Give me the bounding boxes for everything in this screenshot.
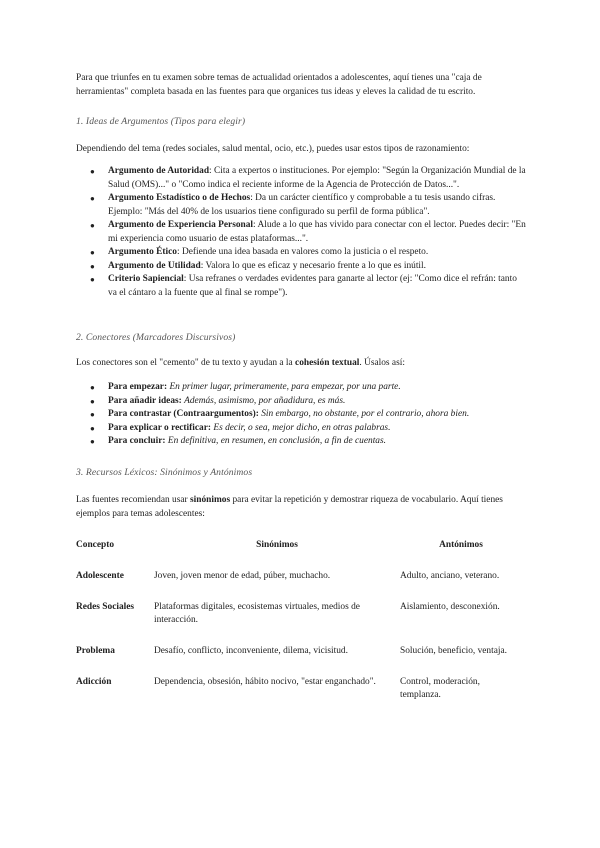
section-heading-connectors: 2. Conectores (Marcadores Discursivos) xyxy=(76,332,236,343)
bullet-icon: ● xyxy=(90,410,95,419)
item-text: : Defiende una idea basada en valores como la justicia o el respeto. xyxy=(177,247,429,257)
bullet-icon: ● xyxy=(90,221,95,230)
table-header-row xyxy=(76,538,522,564)
item-term: Argumento Estadístico o de Hechos xyxy=(108,193,251,203)
list-item xyxy=(90,273,528,300)
lead-emphasis: sinónimos xyxy=(190,495,231,505)
lead-text: Las fuentes recomiendan usar xyxy=(76,495,191,505)
item-term: Criterio Sapiencial xyxy=(108,274,184,284)
item-term: Para contrastar (Contraargumentos) xyxy=(108,409,256,419)
lead-text: . Úsalos así: xyxy=(359,358,405,368)
bullet-icon: ● xyxy=(90,383,95,392)
section-lead-lexical xyxy=(76,493,522,521)
column-header: Concepto xyxy=(76,540,115,550)
antonyms-cell: Aislamiento, desconexión. xyxy=(400,602,500,612)
item-text: : Da un carácter científico y comprobable a tu tesis usando cifras. Ejemplo: "Más del 40% de los usuarios tiene configurado su perfil de forma pública". xyxy=(108,193,496,217)
lead-emphasis: cohesión textual xyxy=(295,358,360,368)
list-item: ● Para concluir: En definitiva, en resumen, en conclusión, a fin de cuentas. xyxy=(90,435,528,449)
section-heading-arguments: 1. Ideas de Argumentos (Tipos para elegir) xyxy=(76,116,246,127)
item-text: Es decir, o sea, mejor dicho, en otras palabras. xyxy=(213,422,391,433)
section-heading-lexical: 3. Recursos Léxicos: Sinónimos y Antónimos xyxy=(76,467,253,478)
item-term: Para concluir xyxy=(108,436,163,446)
bullet-icon: ● xyxy=(90,194,95,203)
lead-text: para evitar la repetición y demostrar riqueza de vocabulario. Aquí tienes ejemplos para temas adolescentes: xyxy=(76,495,503,519)
synonyms-cell: Dependencia, obsesión, hábito nocivo, "estar enganchado". xyxy=(154,677,376,687)
concept-cell: Adolescente xyxy=(76,571,124,581)
list-item: ● Para empezar: En primer lugar, primeramente, para empezar, por una parte. xyxy=(90,381,528,395)
section-lead-connectors xyxy=(76,356,522,370)
item-text: En definitiva, en resumen, en conclusión, a fin de cuentas. xyxy=(167,436,386,446)
item-term: Argumento de Experiencia Personal xyxy=(108,220,254,230)
synonyms-cell: Plataformas digitales, ecosistemas virtuales, medios de interacción. xyxy=(154,602,360,625)
argument-list xyxy=(90,165,528,300)
intro-paragraph: Para que triunfes en tu examen sobre temas de actualidad orientados a adolescentes, aquí tienes una "caja de herramientas" completa basada en las fuentes para que organices tus ideas y eleves la calidad de tu escrito. xyxy=(76,73,482,97)
bullet-icon: ● xyxy=(90,261,95,271)
item-term: Argumento Ético xyxy=(108,247,177,257)
vocabulary-table xyxy=(76,538,522,714)
list-item xyxy=(90,246,528,260)
item-text: : Cita a expertos o instituciones. Por ejemplo: "Según la Organización Mundial de la Salud (OMS)..." o "Como indica el reciente informe de la Agencia de Protección de Datos...". xyxy=(108,166,526,190)
item-text: Sin embargo, no obstante, por el contrario, ahora bien. xyxy=(261,409,470,419)
item-term: Argumento de Utilidad xyxy=(108,260,201,271)
table-row xyxy=(76,639,522,670)
column-header: Antónimos xyxy=(439,540,483,550)
antonyms-cell: Adulto, anciano, veterano. xyxy=(400,571,500,581)
list-item: ● Para explicar o rectificar: Es decir, o sea, mejor dicho, en otras palabras. xyxy=(90,422,528,436)
table-row xyxy=(76,595,522,639)
lead-text: Los conectores son el "cemento" de tu texto y ayudan a la xyxy=(76,358,296,368)
synonyms-cell: Desafío, conflicto, inconveniente, dilema, vicisitud. xyxy=(154,646,348,656)
list-item: ● Para contrastar (Contraargumentos): Sin embargo, no obstante, por el contrario, ahora bien. xyxy=(90,408,528,422)
item-term: Para explicar o rectificar xyxy=(108,422,208,433)
bullet-icon: ● xyxy=(90,423,95,433)
bullet-icon: ● xyxy=(90,275,95,284)
table-row xyxy=(76,564,522,595)
synonyms-cell: Joven, joven menor de edad, púber, muchacho. xyxy=(154,571,331,581)
item-term: Argumento de Autoridad xyxy=(108,166,210,176)
antonyms-cell: Solución, beneficio, ventaja. xyxy=(400,646,507,656)
antonyms-cell: Control, moderación, templanza. xyxy=(400,677,480,700)
section-lead-arguments: Dependiendo del tema (redes sociales, salud mental, ocio, etc.), puedes usar estos tipos de razonamiento: xyxy=(76,144,470,154)
bullet-icon: ● xyxy=(90,437,95,446)
bullet-icon: ● xyxy=(90,248,95,257)
list-item xyxy=(90,260,528,274)
list-item xyxy=(90,192,528,219)
item-text: : Alude a lo que has vivido para conectar con el lector. Puedes decir: "En mi experiencia como usuario de estas plataformas...". xyxy=(108,220,526,244)
item-term: Para empezar xyxy=(108,382,164,392)
item-text: : Valora lo que es eficaz y necesario frente a lo que es inútil. xyxy=(200,260,426,271)
list-item xyxy=(90,165,528,192)
concept-cell: Redes Sociales xyxy=(76,602,135,612)
list-item xyxy=(90,219,528,246)
bullet-icon: ● xyxy=(90,167,95,176)
connector-list xyxy=(90,381,528,449)
list-item: ● Para añadir ideas: Además, asimismo, por añadidura, es más. xyxy=(90,395,528,409)
item-text: En primer lugar, primeramente, para empezar, por una parte. xyxy=(169,382,401,392)
item-text: Además, asimismo, por añadidura, es más. xyxy=(184,395,346,406)
item-term: Para añadir ideas xyxy=(108,395,179,406)
concept-cell: Problema xyxy=(76,646,115,656)
concept-cell: Adicción xyxy=(76,677,112,687)
bullet-icon: ● xyxy=(90,396,95,406)
item-text: : Usa refranes o verdades evidentes para ganarte al lector (ej: "Como dice el refrán: tanto va el cántaro a la fuente que al final se rompe"). xyxy=(108,274,517,298)
column-header: Sinónimos xyxy=(256,540,298,550)
table-row xyxy=(76,670,522,714)
